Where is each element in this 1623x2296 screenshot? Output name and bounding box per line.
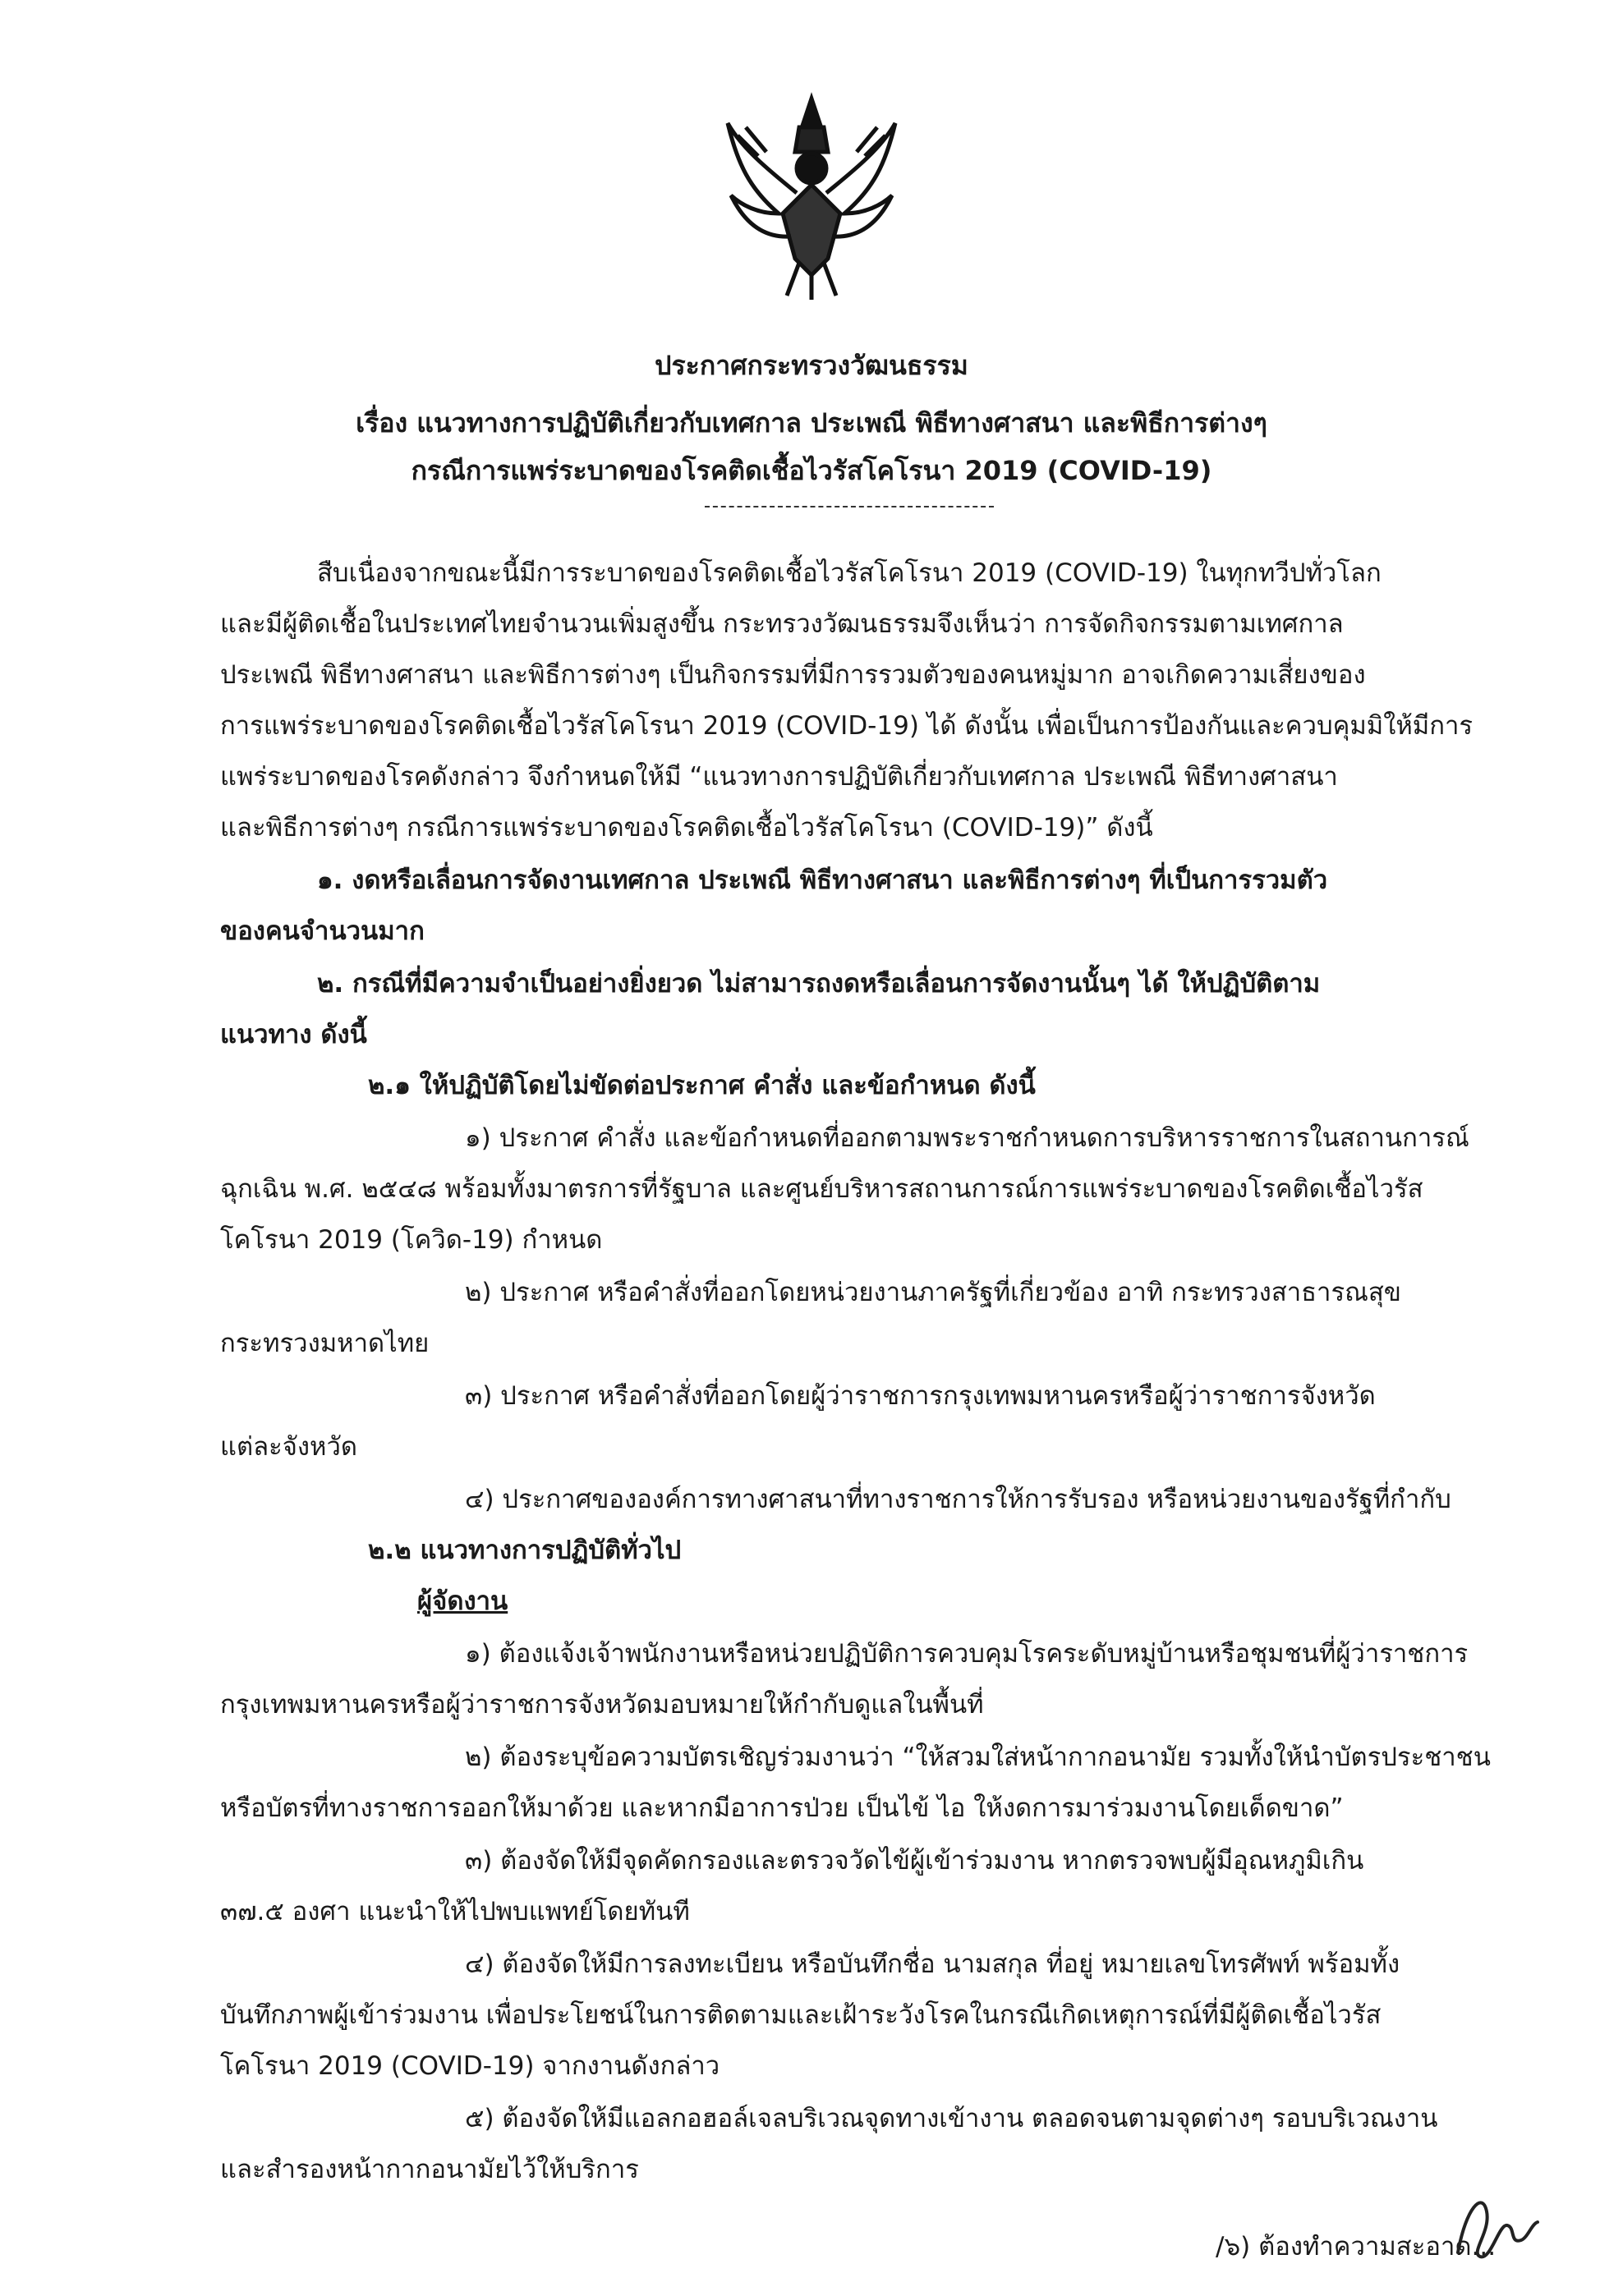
item2-line-2: แนวทาง ดังนี้	[220, 1020, 367, 1049]
item2-1-list-line-8: ๔) ประกาศขององค์การทางศาสนาที่ทางราชการให้การรับรอง หรือหน่วยงานของรัฐที่กำกับ	[465, 1485, 1451, 1514]
organizer-list-line-8: บันทึกภาพผู้เข้าร่วมงาน เพื่อประโยชน์ในการติดตามและเฝ้าระวังโรคในกรณีเกิดเหตุการณ์ที่มีผู้ติดเชื้อไวรัส	[220, 2000, 1382, 2030]
item2-1-list-line-3: โคโรนา 2019 (โควิด-19) กำหนด	[220, 1225, 603, 1255]
item1-line-1: ๑. งดหรือเลื่อนการจัดงานเทศกาล ประเพณี พิธีทางศาสนา และพิธีการต่างๆ ที่เป็นการรวมตัว	[317, 866, 1328, 895]
item2-1-list-line-5: กระทรวงมหาดไทย	[220, 1329, 430, 1358]
item2-line-1: ๒. กรณีที่มีความจำเป็นอย่างยิ่งยวด ไม่สามารถงดหรือเลื่อนการจัดงานนั้นๆ ได้ ให้ปฏิบัติตาม	[317, 969, 1321, 999]
intro-line-2: และมีผู้ติดเชื้อในประเทศไทยจำนวนเพิ่มสูงขึ้น กระทรวงวัฒนธรรมจึงเห็นว่า การจัดกิจกรรมตามเทศกาล	[220, 609, 1344, 639]
item2-1-list-line-6: ๓) ประกาศ หรือคำสั่งที่ออกโดยผู้ว่าราชการกรุงเทพมหานครหรือผู้ว่าราชการจังหวัด	[465, 1381, 1376, 1411]
signature-initial-icon	[1446, 2174, 1544, 2273]
organizer-list-line-11: และสำรองหน้ากากอนามัยไว้ให้บริการ	[220, 2155, 639, 2184]
item2-1-list-line-4: ๒) ประกาศ หรือคำสั่งที่ออกโดยหน่วยงานภาครัฐที่เกี่ยวข้อง อาทิ กระทรวงสาธารณสุข	[465, 1278, 1401, 1307]
continuation-note: /๖) ต้องทำความสะอาด...	[1216, 2232, 1497, 2262]
item2-1-heading: ๒.๑ ให้ปฏิบัติโดยไม่ขัดต่อประกาศ คำสั่ง และข้อกำหนด ดังนี้	[368, 1071, 1036, 1100]
organizer-list-line-4: หรือบัตรที่ทางราชการออกให้มาด้วย และหากมีอาการป่วย เป็นไข้ ไอ ให้งดการมาร่วมงานโดยเด็ดขาด”	[220, 1793, 1344, 1823]
organizer-list-line-10: ๕) ต้องจัดให้มีแอลกอฮอล์เจลบริเวณจุดทางเข้างาน ตลอดจนตามจุดต่างๆ รอบบริเวณงาน	[465, 2104, 1438, 2133]
organizer-list-line-9: โคโรนา 2019 (COVID-19) จากงานดังกล่าว	[220, 2051, 720, 2081]
item2-1-list-line-2: ฉุกเฉิน พ.ศ. ๒๕๔๘ พร้อมทั้งมาตรการที่รัฐบาล และศูนย์บริหารสถานการณ์การแพร่ระบาดของโรคติดเชื้อไวรัส	[220, 1174, 1423, 1204]
item2-1-list-line-7: แต่ละจังหวัด	[220, 1432, 358, 1462]
organizer-list-line-6: ๓๗.๕ องศา แนะนำให้ไปพบแพทย์โดยทันที	[220, 1897, 690, 1926]
intro-line-1: สืบเนื่องจากขณะนี้มีการระบาดของโรคติดเชื้อไวรัสโคโรนา 2019 (COVID-19) ในทุกทวีปทั่วโลก	[317, 558, 1382, 588]
organizer-list-line-2: กรุงเทพมหานครหรือผู้ว่าราชการจังหวัดมอบหมายให้กำกับดูแลในพื้นที่	[220, 1690, 984, 1720]
intro-line-3: ประเพณี พิธีทางศาสนา และพิธีการต่างๆ เป็นกิจกรรมที่มีการรวมตัวของคนหมู่มาก อาจเกิดความเสี่ยงของ	[220, 660, 1366, 690]
garuda-emblem-icon	[721, 90, 902, 304]
ministry-title: ประกาศกระทรวงวัฒนธรรม	[655, 350, 968, 381]
organizer-list-line-1: ๑) ต้องแจ้งเจ้าพนักงานหรือหน่วยปฏิบัติการควบคุมโรคระดับหมู่บ้านหรือชุมชนที่ผู้ว่าราชการ	[465, 1639, 1469, 1669]
organizer-list-line-5: ๓) ต้องจัดให้มีจุดคัดกรองและตรวจวัดไข้ผู้เข้าร่วมงาน หากตรวจพบผู้มีอุณหภูมิเกิน	[465, 1846, 1364, 1876]
organizer-heading: ผู้จัดงาน	[417, 1587, 508, 1616]
subject-line-1: เรื่อง แนวทางการปฏิบัติเกี่ยวกับเทศกาล ประเพณี พิธีทางศาสนา และพิธีการต่างๆ	[356, 407, 1267, 439]
item1-line-2: ของคนจำนวนมาก	[220, 916, 425, 946]
item2-2-heading: ๒.๒ แนวทางการปฏิบัติทั่วไป	[368, 1536, 682, 1565]
organizer-list-line-7: ๔) ต้องจัดให้มีการลงทะเบียน หรือบันทึกชื่อ นามสกุล ที่อยู่ หมายเลขโทรศัพท์ พร้อมทั้ง	[465, 1949, 1400, 1979]
intro-line-4: การแพร่ระบาดของโรคติดเชื้อไวรัสโคโรนา 2019 (COVID-19) ได้ ดังนั้น เพื่อเป็นการป้องกันและควบคุมมิให้มีการ	[220, 711, 1474, 741]
intro-line-5: แพร่ระบาดของโรคดังกล่าว จึงกำหนดให้มี “แนวทางการปฏิบัติเกี่ยวกับเทศกาล ประเพณี พิธีทางศาสนา	[220, 762, 1338, 792]
title-divider	[705, 506, 994, 507]
intro-line-6: และพิธีการต่างๆ กรณีการแพร่ระบาดของโรคติดเชื้อไวรัสโคโรนา (COVID-19)” ดังนี้	[220, 813, 1153, 843]
subject-line-2: กรณีการแพร่ระบาดของโรคติดเชื้อไวรัสโคโรนา 2019 (COVID-19)	[411, 455, 1212, 486]
organizer-list-line-3: ๒) ต้องระบุข้อความบัตรเชิญร่วมงานว่า “ให้สวมใส่หน้ากากอนามัย รวมทั้งให้นำบัตรประชาชน	[465, 1743, 1491, 1772]
item2-1-list-line-1: ๑) ประกาศ คำสั่ง และข้อกำหนดที่ออกตามพระราชกำหนดการบริหารราชการในสถานการณ์	[465, 1123, 1469, 1153]
